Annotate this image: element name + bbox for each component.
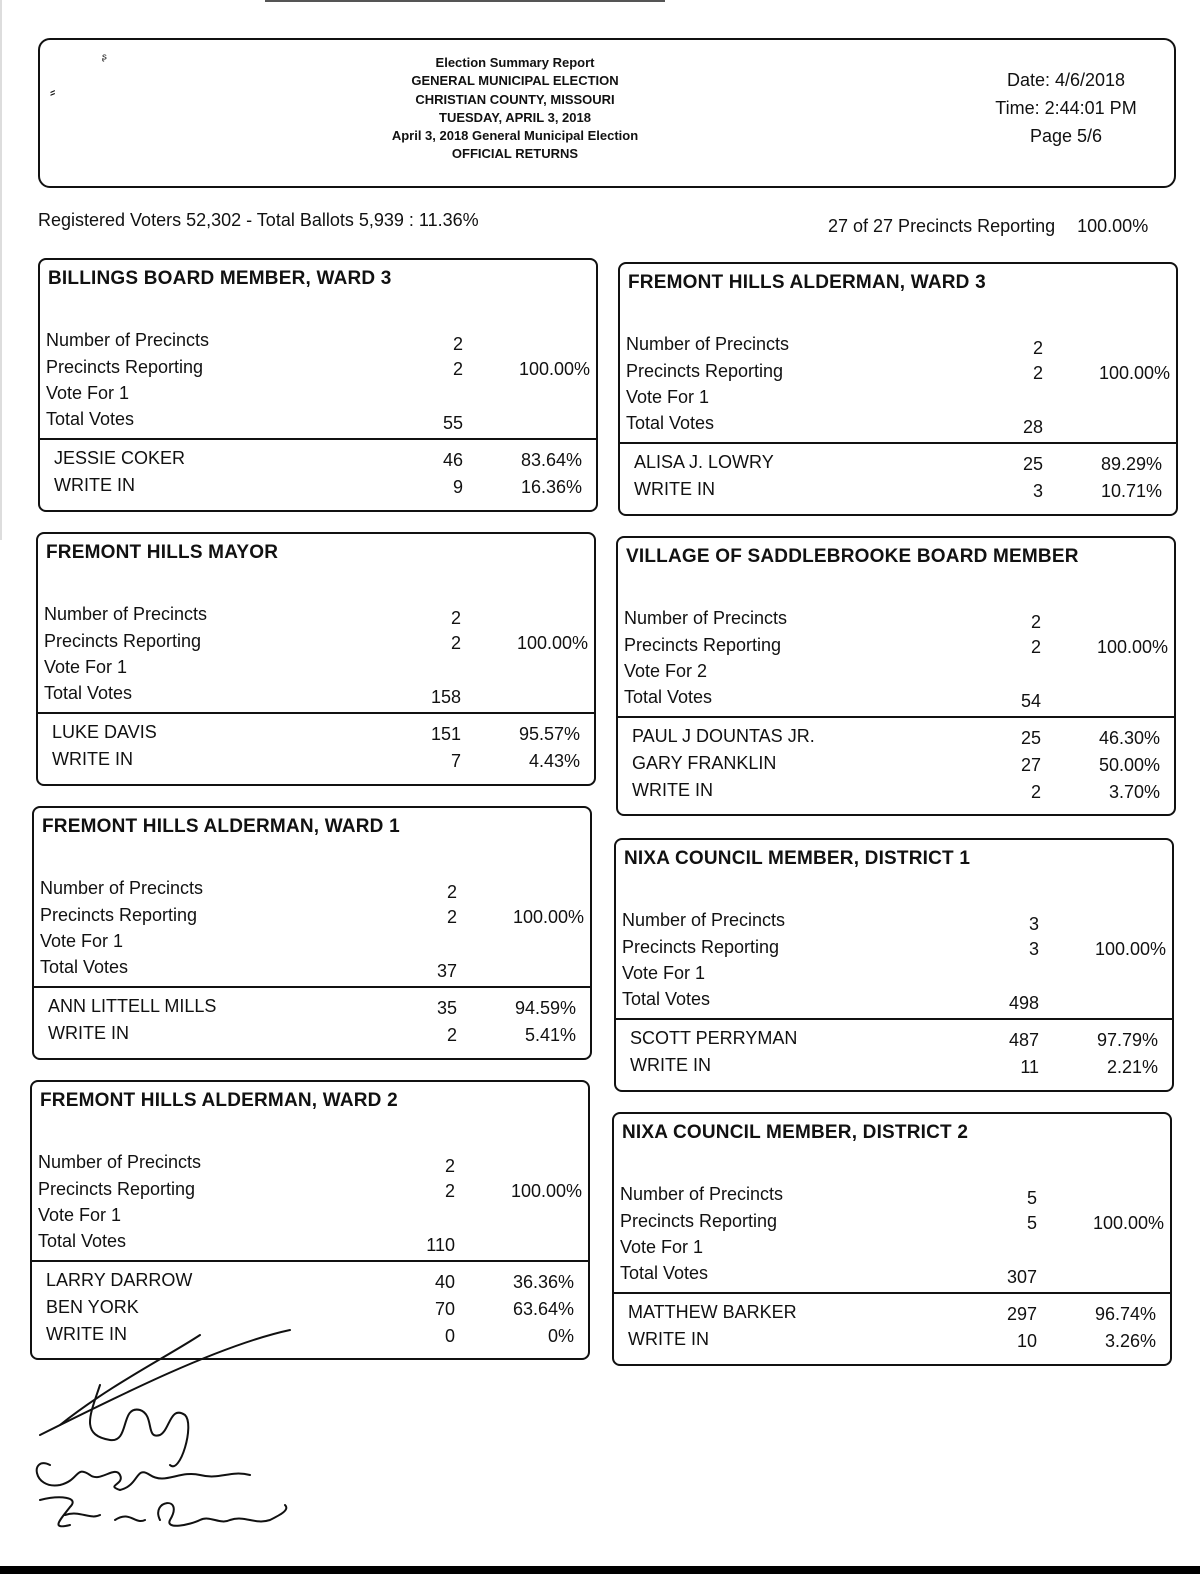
election-name: GENERAL MUNICIPAL ELECTION (411, 73, 619, 89)
row-percent: 100.00% (512, 907, 584, 927)
candidate-name: WRITE IN (630, 1055, 711, 1075)
row-value: 54 (1020, 691, 1041, 711)
candidate-row (614, 1329, 1170, 1355)
row-value: 2 (1032, 338, 1043, 358)
row-label: Vote For 1 (44, 657, 128, 677)
row-percent: 100.00% (1094, 939, 1166, 959)
total-votes-row (32, 1231, 588, 1257)
candidate-name: ANN LITTELL MILLS (48, 996, 217, 1016)
candidate-row (32, 1297, 588, 1323)
number-of-precincts-row (616, 910, 1172, 936)
row-label: Precincts Reporting (620, 1211, 778, 1231)
precincts-reporting-text: 27 of 27 Precincts Reporting (828, 216, 1056, 236)
row-value: 5 (1026, 1213, 1037, 1233)
candidate-name: LUKE DAVIS (52, 722, 157, 742)
results-divider (38, 712, 594, 714)
row-value: 307 (1006, 1267, 1037, 1287)
vote-for-row (614, 1237, 1170, 1263)
row-value: 2 (444, 1181, 455, 1201)
candidate-percent: 36.36% (512, 1272, 574, 1292)
candidate-percent: 3.26% (1104, 1331, 1156, 1351)
race-title: BILLINGS BOARD MEMBER, WARD 3 (48, 268, 392, 289)
candidate-name: LARRY DARROW (46, 1270, 193, 1290)
report-title-block (350, 54, 680, 164)
row-label: Vote For 1 (40, 931, 124, 951)
report-header (38, 38, 1176, 188)
candidate-name: BEN YORK (46, 1297, 139, 1317)
candidate-percent: 95.57% (518, 724, 580, 744)
total-votes-row (620, 413, 1176, 439)
row-label: Vote For 1 (620, 1237, 704, 1257)
row-value: 5 (1026, 1188, 1037, 1208)
race-box (30, 1080, 590, 1360)
candidate-row (614, 1302, 1170, 1328)
number-of-precincts-row (618, 608, 1174, 634)
race-title: FREMONT HILLS MAYOR (46, 542, 279, 563)
total-votes-row (616, 989, 1172, 1015)
candidate-name: WRITE IN (52, 749, 133, 769)
candidate-votes: 9 (452, 477, 463, 497)
candidate-row (618, 726, 1174, 752)
precincts-summary (828, 216, 1148, 237)
row-value: 28 (1022, 417, 1043, 437)
row-label: Precincts Reporting (40, 905, 198, 925)
candidate-percent: 89.29% (1100, 454, 1162, 474)
row-value: 3 (1028, 914, 1039, 934)
row-percent: 100.00% (1096, 637, 1168, 657)
row-value: 2 (452, 334, 463, 354)
precincts-reporting-row (38, 631, 594, 657)
race-title: VILLAGE OF SADDLEBROOKE BOARD MEMBER (626, 546, 1079, 567)
candidate-votes: 70 (434, 1299, 455, 1319)
candidate-votes: 2 (446, 1025, 457, 1045)
row-label: Precincts Reporting (622, 937, 780, 957)
row-value: 2 (1032, 363, 1043, 383)
row-value: 55 (442, 413, 463, 433)
row-value: 498 (1008, 993, 1039, 1013)
row-value: 2 (444, 1156, 455, 1176)
row-value: 2 (452, 359, 463, 379)
candidate-name: WRITE IN (634, 479, 715, 499)
candidate-row (34, 1023, 590, 1049)
row-label: Vote For 2 (624, 661, 708, 681)
candidate-percent: 96.74% (1094, 1304, 1156, 1324)
row-label: Number of Precincts (622, 910, 786, 930)
candidate-votes: 25 (1020, 728, 1041, 748)
row-percent: 100.00% (518, 359, 590, 379)
row-label: Precincts Reporting (624, 635, 782, 655)
candidate-row (620, 452, 1176, 478)
number-of-precincts-row (620, 334, 1176, 360)
precincts-reporting-row (620, 361, 1176, 387)
row-label: Vote For 1 (626, 387, 710, 407)
signature-icon (20, 1325, 320, 1555)
row-label: Total Votes (44, 683, 133, 703)
candidate-votes: 297 (1006, 1304, 1037, 1324)
candidate-votes: 10 (1016, 1331, 1037, 1351)
vote-for-row (32, 1205, 588, 1231)
row-label: Number of Precincts (38, 1152, 202, 1172)
row-label: Number of Precincts (624, 608, 788, 628)
row-percent: 100.00% (516, 633, 588, 653)
candidate-votes: 46 (442, 450, 463, 470)
candidate-percent: 50.00% (1098, 755, 1160, 775)
candidate-percent: 0% (547, 1326, 574, 1346)
candidate-percent: 4.43% (528, 751, 580, 771)
scan-top-line (265, 0, 665, 2)
row-label: Number of Precincts (44, 604, 208, 624)
race-box (618, 262, 1178, 516)
row-label: Precincts Reporting (46, 357, 204, 377)
candidate-percent: 16.36% (520, 477, 582, 497)
row-percent: 100.00% (1098, 363, 1170, 383)
row-label: Number of Precincts (620, 1184, 784, 1204)
race-box (612, 1112, 1172, 1366)
row-value: 2 (1030, 612, 1041, 632)
candidate-percent: 83.64% (520, 450, 582, 470)
row-percent: 100.00% (1092, 1213, 1164, 1233)
candidate-name: WRITE IN (628, 1329, 709, 1349)
candidate-row (32, 1270, 588, 1296)
row-label: Precincts Reporting (626, 361, 784, 381)
row-label: Precincts Reporting (44, 631, 202, 651)
row-label: Number of Precincts (626, 334, 790, 354)
report-meta (966, 66, 1166, 150)
candidate-percent: 46.30% (1098, 728, 1160, 748)
race-box (616, 536, 1176, 816)
total-votes-row (38, 683, 594, 709)
precincts-reporting-row (616, 937, 1172, 963)
row-percent: 100.00% (510, 1181, 582, 1201)
number-of-precincts-row (32, 1152, 588, 1178)
candidate-name: PAUL J DOUNTAS JR. (632, 726, 815, 746)
candidate-votes: 25 (1022, 454, 1043, 474)
number-of-precincts-row (614, 1184, 1170, 1210)
candidate-percent: 94.59% (514, 998, 576, 1018)
candidate-votes: 151 (430, 724, 461, 744)
precincts-reporting-pct: 100.00% (1077, 216, 1149, 236)
row-label: Vote For 1 (622, 963, 706, 983)
candidate-row (620, 479, 1176, 505)
race-title: FREMONT HILLS ALDERMAN, WARD 1 (42, 816, 400, 837)
registered-voters-summary: Registered Voters 52,302 - Total Ballots 5,939 : 11.36% (38, 210, 479, 230)
number-of-precincts-row (34, 878, 590, 904)
vote-for-row (618, 661, 1174, 687)
candidate-row (38, 749, 594, 775)
precincts-reporting-row (618, 635, 1174, 661)
report-time: Time: 2:44:01 PM (995, 98, 1137, 118)
precincts-reporting-row (32, 1179, 588, 1205)
row-value: 2 (446, 882, 457, 902)
row-label: Vote For 1 (46, 383, 130, 403)
total-votes-row (618, 687, 1174, 713)
results-divider (616, 1018, 1172, 1020)
race-box (38, 258, 598, 512)
candidate-row (38, 722, 594, 748)
scan-mark-icon: ᶳ (102, 50, 107, 66)
row-value: 3 (1028, 939, 1039, 959)
race-box (32, 806, 592, 1060)
candidate-votes: 11 (1020, 1057, 1039, 1077)
results-divider (614, 1292, 1170, 1294)
candidate-name: WRITE IN (54, 475, 135, 495)
row-value: 2 (450, 608, 461, 628)
candidate-percent: 97.79% (1096, 1030, 1158, 1050)
precincts-reporting-row (40, 357, 596, 383)
candidate-percent: 2.21% (1106, 1057, 1158, 1077)
vote-for-row (40, 383, 596, 409)
candidate-name: SCOTT PERRYMAN (630, 1028, 798, 1048)
row-label: Total Votes (626, 413, 715, 433)
candidate-name: JESSIE COKER (54, 448, 186, 468)
candidate-votes: 487 (1008, 1030, 1039, 1050)
results-divider (620, 442, 1176, 444)
candidate-row (40, 475, 596, 501)
candidate-row (618, 780, 1174, 806)
row-label: Total Votes (46, 409, 135, 429)
candidate-votes: 7 (450, 751, 461, 771)
election-description: April 3, 2018 General Municipal Election (391, 128, 639, 144)
candidate-row (616, 1028, 1172, 1054)
results-divider (32, 1260, 588, 1262)
precincts-reporting-row (614, 1211, 1170, 1237)
report-title: Election Summary Report (435, 55, 595, 70)
row-label: Number of Precincts (46, 330, 210, 350)
candidate-votes: 2 (1030, 782, 1041, 802)
row-label: Total Votes (624, 687, 713, 707)
total-votes-row (40, 409, 596, 435)
race-title: NIXA COUNCIL MEMBER, DISTRICT 2 (622, 1122, 969, 1143)
candidate-votes: 27 (1020, 755, 1041, 775)
row-value: 2 (1030, 637, 1041, 657)
candidate-row (616, 1055, 1172, 1081)
candidate-percent: 10.71% (1100, 481, 1162, 501)
candidate-row (34, 996, 590, 1022)
scan-left-edge (0, 0, 2, 540)
candidate-name: GARY FRANKLIN (632, 753, 777, 773)
row-label: Number of Precincts (40, 878, 204, 898)
returns-status: OFFICIAL RETURNS (451, 146, 579, 162)
race-title: NIXA COUNCIL MEMBER, DISTRICT 1 (624, 848, 971, 869)
candidate-votes: 3 (1032, 481, 1043, 501)
candidate-name: MATTHEW BARKER (628, 1302, 797, 1322)
candidate-row (40, 448, 596, 474)
candidate-votes: 40 (434, 1272, 455, 1292)
page-number: Page 5/6 (1029, 126, 1103, 146)
precincts-reporting-row (34, 905, 590, 931)
number-of-precincts-row (40, 330, 596, 356)
candidate-votes: 35 (436, 998, 457, 1018)
row-label: Total Votes (620, 1263, 709, 1283)
race-title: FREMONT HILLS ALDERMAN, WARD 2 (40, 1090, 398, 1111)
candidate-percent: 3.70% (1108, 782, 1160, 802)
total-votes-row (34, 957, 590, 983)
row-label: Total Votes (40, 957, 129, 977)
scan-bottom-edge (0, 1566, 1200, 1574)
county-name: CHRISTIAN COUNTY, MISSOURI (415, 91, 615, 107)
row-value: 37 (436, 961, 457, 981)
row-label: Vote For 1 (38, 1205, 122, 1225)
candidate-name: WRITE IN (46, 1324, 127, 1344)
candidate-name: WRITE IN (632, 780, 713, 800)
results-divider (34, 986, 590, 988)
vote-for-row (38, 657, 594, 683)
row-value: 2 (450, 633, 461, 653)
vote-for-row (616, 963, 1172, 989)
vote-for-row (34, 931, 590, 957)
row-value: 158 (430, 687, 461, 707)
results-divider (40, 438, 596, 440)
row-value: 2 (446, 907, 457, 927)
candidate-percent: 5.41% (524, 1025, 576, 1045)
candidate-name: ALISA J. LOWRY (634, 452, 774, 472)
race-box (614, 838, 1174, 1092)
race-box (36, 532, 596, 786)
number-of-precincts-row (38, 604, 594, 630)
results-divider (618, 716, 1174, 718)
row-label: Precincts Reporting (38, 1179, 196, 1199)
race-title: FREMONT HILLS ALDERMAN, WARD 3 (628, 272, 986, 293)
scan-mark-icon: ⸗ (50, 84, 56, 101)
row-value: 110 (426, 1235, 455, 1255)
row-label: Total Votes (622, 989, 711, 1009)
total-votes-row (614, 1263, 1170, 1289)
row-label: Total Votes (38, 1231, 127, 1251)
candidate-votes: 0 (444, 1326, 455, 1346)
election-date: TUESDAY, APRIL 3, 2018 (439, 109, 591, 125)
candidate-name: WRITE IN (48, 1023, 129, 1043)
candidate-percent: 63.64% (512, 1299, 574, 1319)
vote-for-row (620, 387, 1176, 413)
report-date: Date: 4/6/2018 (1006, 70, 1126, 90)
candidate-row (618, 753, 1174, 779)
